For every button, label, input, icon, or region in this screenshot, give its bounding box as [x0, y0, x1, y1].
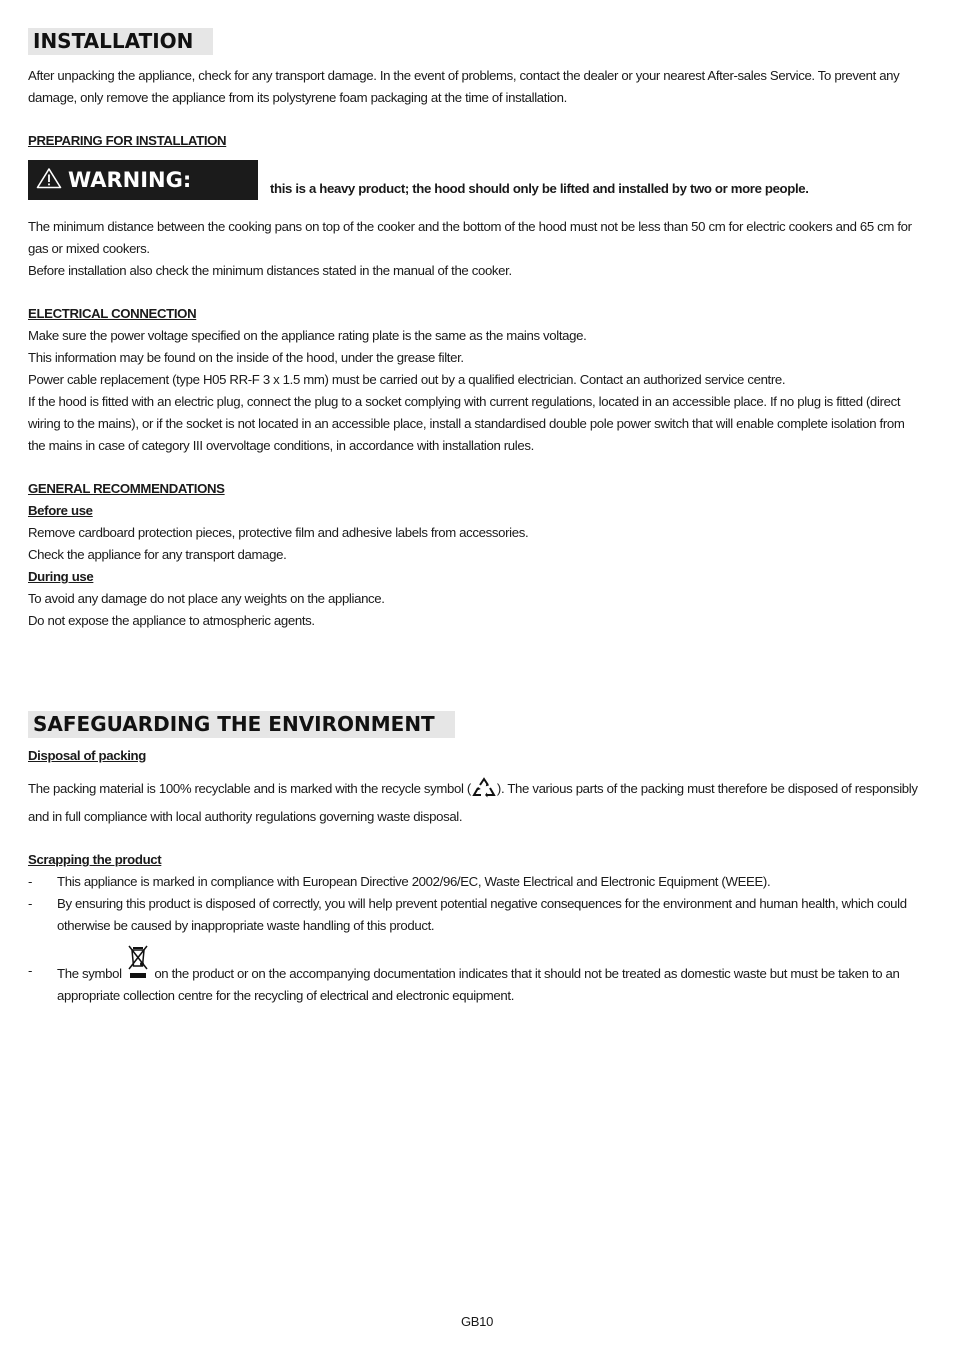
list-item: [28, 893, 922, 937]
crossed-bin-icon: [127, 960, 149, 980]
recycle-icon: [471, 777, 497, 806]
packing-text-end: ). The various parts of the packing must therefore be disposed of responsibly and in full compliance with local authority regulations governing waste disposal.: [28, 781, 918, 824]
warning-label: WARNING:: [68, 168, 192, 192]
packing-text-start: The packing material is 100% recyclable and is marked with the recycle symbol (: [28, 781, 471, 796]
list-dash: -: [28, 874, 33, 889]
page-number: GB10: [460, 1314, 494, 1329]
warning-box: [28, 160, 258, 200]
warning-row: [28, 160, 922, 200]
weee-text-start: The symbol: [57, 966, 122, 981]
electrical-line-2: This information may be found on the inside of the hood, under the grease filter.: [28, 350, 464, 365]
electrical-heading: ELECTRICAL CONNECTION: [28, 306, 197, 321]
warning-text: this is a heavy product; the hood should only be lifted and installed by two or more people.: [270, 181, 809, 196]
warning-triangle-icon: [36, 167, 68, 194]
installation-section: [28, 28, 922, 632]
list-item-text: By ensuring this product is disposed of correctly, you will help prevent potential negative consequences for the environment and human health, which could otherwise be caused by inappropriate waste handling of this product.: [57, 896, 907, 933]
during-use-heading: During use: [28, 569, 94, 584]
list-item: [28, 960, 922, 1007]
preparing-heading: PREPARING FOR INSTALLATION: [28, 133, 227, 148]
list-item: [28, 871, 922, 893]
electrical-line-3: Power cable replacement (type H05 RR-F 3 x 1.5 mm) must be carried out by a qualified electrician. Contact an authorized service centre.: [28, 372, 786, 387]
during-use-line-1: To avoid any damage do not place any weights on the appliance.: [28, 591, 385, 606]
electrical-line-4: If the hood is fitted with an electric plug, connect the plug to a socket complying with current regulations, located in an accessible place. If no plug is fitted (direct wiring to the mains), or if the socket is not located in an accessible place, install a standardised double pole power switch that will enable complete isolation from the mains in case of category III overvoltage conditions, in accordance with installation rules.: [28, 394, 905, 453]
check-distance-text: Before installation also check the minimum distances stated in the manual of the cooker.: [28, 263, 512, 278]
packing-text: [28, 777, 922, 828]
list-dash: -: [28, 896, 33, 911]
weee-text-end: on the product or on the accompanying documentation indicates that it should not be treated as domestic waste but must be taken to an appropriate collection centre for the recycling of electrical and electronic equipment.: [57, 966, 900, 1003]
electrical-line-1: Make sure the power voltage specified on the appliance rating plate is the same as the mains voltage.: [28, 328, 587, 343]
scrapping-heading: Scrapping the product: [28, 852, 162, 867]
list-item-text: This appliance is marked in compliance with European Directive 2002/96/EC, Waste Electrical and Electronic Equipment (WEEE).: [57, 874, 771, 889]
min-distance-text: The minimum distance between the cooking pans on top of the cooker and the bottom of the hood must not be less than 50 cm for electric cookers and 65 cm for gas or mixed cookers.: [28, 219, 912, 256]
installation-title: INSTALLATION: [28, 28, 213, 55]
during-use-line-2: Do not expose the appliance to atmospheric agents.: [28, 613, 315, 628]
general-heading: GENERAL RECOMMENDATIONS: [28, 481, 225, 496]
list-item-text: [57, 960, 922, 1007]
environment-section: [28, 711, 922, 1007]
before-use-line-2: Check the appliance for any transport damage.: [28, 547, 287, 562]
document-page: [28, 28, 922, 1007]
installation-intro: After unpacking the appliance, check for any transport damage. In the event of problems, contact the dealer or your nearest After-sales Service. To prevent any damage, only remove the appliance from its polystyrene foam packaging at the time of installation.: [28, 68, 900, 105]
environment-title: SAFEGUARDING THE ENVIRONMENT: [28, 711, 455, 738]
before-use-line-1: Remove cardboard protection pieces, protective film and adhesive labels from accessories.: [28, 525, 529, 540]
before-use-heading: Before use: [28, 503, 93, 518]
list-dash: -: [28, 963, 33, 978]
packing-heading: Disposal of packing: [28, 748, 146, 763]
